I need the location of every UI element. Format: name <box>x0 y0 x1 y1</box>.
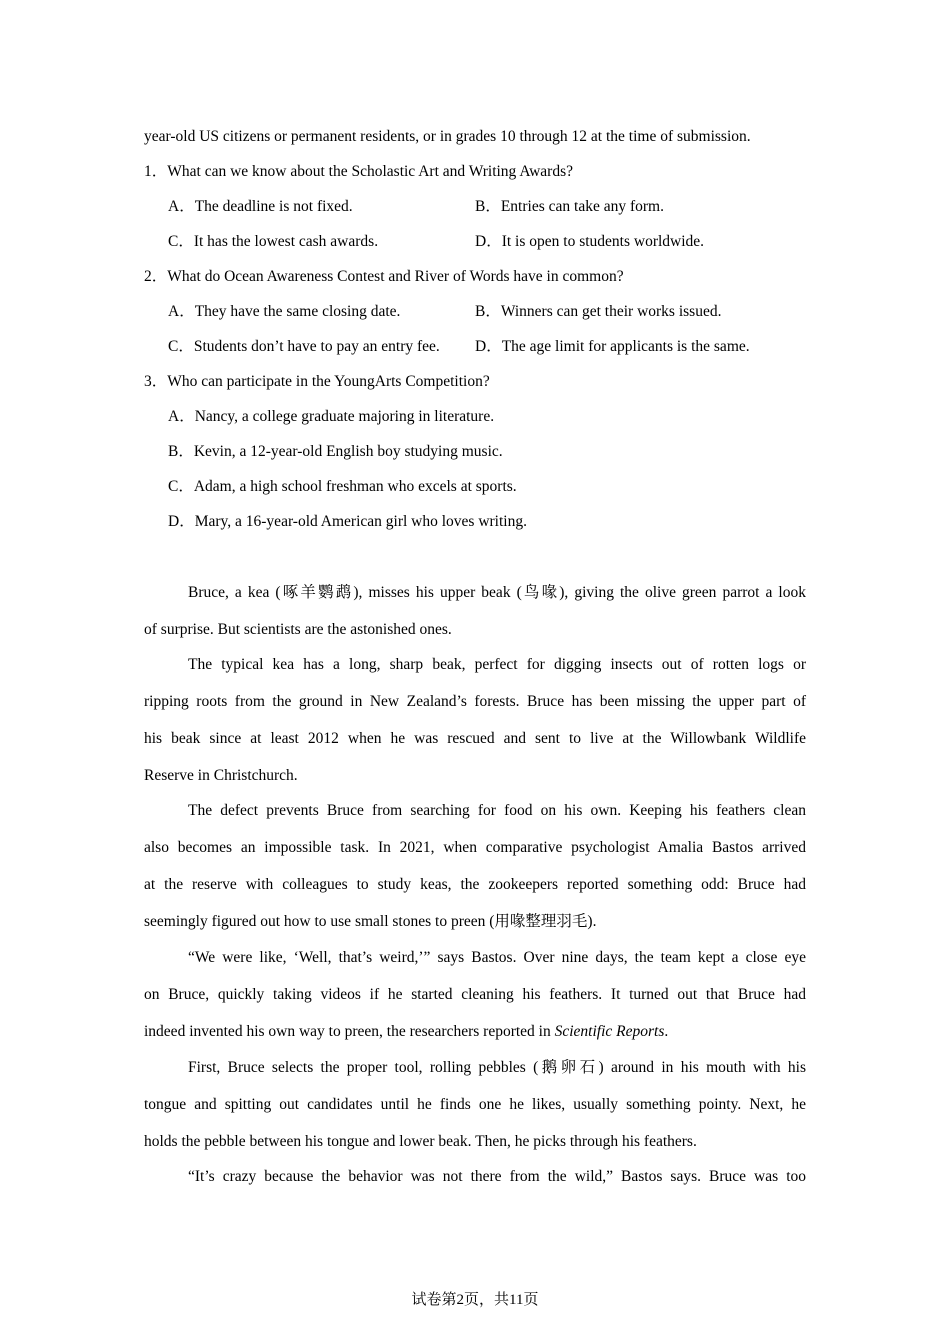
question-text: Who can participate in the YoungArts Competition? <box>167 373 490 390</box>
option-label: D． <box>475 233 502 250</box>
passage-paragraph-6 <box>144 1158 806 1195</box>
question-1 <box>144 162 573 182</box>
option-text: The deadline is not fixed. <box>194 198 353 215</box>
q1-option-a[interactable] <box>168 197 353 217</box>
paragraph-line: “It’s crazy because the behavior was not there from the wild,” Bastos says. Bruce was too <box>188 1168 806 1185</box>
paragraph-line: First, Bruce selects the proper tool, rolling pebbles (鹅卵石) around in his mouth with his <box>188 1059 806 1076</box>
journal-title: Scientific Reports <box>554 1023 665 1040</box>
option-label: C． <box>168 338 194 355</box>
paragraph-line: Bruce, a kea (啄羊鹦鹉), misses his upper beak (鸟喙), giving the olive green parrot a look <box>188 584 806 601</box>
option-text: Adam, a high school freshman who excels at sports. <box>193 478 517 495</box>
paragraph-line: indeed invented his own way to preen, the researchers reported in <box>144 1023 551 1040</box>
passage-paragraph-3 <box>144 792 806 940</box>
paragraph-line: of surprise. But scientists are the astonished ones. <box>144 621 452 638</box>
option-label: D． <box>168 513 195 530</box>
option-label: A． <box>168 198 195 215</box>
option-text: They have the same closing date. <box>194 303 401 320</box>
q1-option-d[interactable] <box>475 232 704 252</box>
q1-option-b[interactable] <box>475 197 664 217</box>
option-text: Students don’t have to pay an entry fee. <box>193 338 440 355</box>
option-text: Nancy, a college graduate majoring in literature. <box>194 408 495 425</box>
paragraph-line-with-citation <box>144 1013 806 1050</box>
page-footer: 试卷第2页，共11页 <box>411 1292 539 1308</box>
paragraph-line: at the reserve with colleagues to study keas, the zookeepers reported something odd: Bruce had <box>144 876 806 893</box>
paragraph-line: “We were like, ‘Well, that’s weird,’” says Bastos. Over nine days, the team kept a close eye <box>188 949 806 966</box>
passage-paragraph-4 <box>144 939 806 1050</box>
option-label: D． <box>475 338 502 355</box>
q2-option-d[interactable] <box>475 337 750 357</box>
q2-option-a[interactable] <box>168 302 400 322</box>
question-number: 2． <box>144 268 168 285</box>
question-number: 3． <box>144 373 168 390</box>
paragraph-line: ripping roots from the ground in New Zealand’s forests. Bruce has been missing the upper part of <box>144 693 806 710</box>
paragraph-line: also becomes an impossible task. In 2021, when comparative psychologist Amalia Bastos arrived <box>144 839 806 856</box>
option-text: Entries can take any form. <box>500 198 664 215</box>
option-text: It has the lowest cash awards. <box>193 233 379 250</box>
paragraph-line: holds the pebble between his tongue and lower beak. Then, he picks through his feathers. <box>144 1133 697 1150</box>
passage-paragraph-2 <box>144 646 806 794</box>
q2-option-c[interactable] <box>168 337 440 357</box>
option-label: C． <box>168 233 194 250</box>
paragraph-line: Reserve in Christchurch. <box>144 767 298 784</box>
question-number: 1． <box>144 163 168 180</box>
passage-paragraph-1 <box>144 574 806 648</box>
sentence-end: . <box>664 1023 669 1040</box>
passage-paragraph-5 <box>144 1049 806 1160</box>
question-2 <box>144 267 624 287</box>
paragraph-line: his beak since at least 2012 when he was rescued and sent to live at the Willowbank Wildlife <box>144 730 806 747</box>
option-label: B． <box>475 198 501 215</box>
q1-option-c[interactable] <box>168 232 378 252</box>
option-label: A． <box>168 408 195 425</box>
q3-option-b[interactable] <box>168 442 503 462</box>
option-label: C． <box>168 478 194 495</box>
intro-line: year-old US citizens or permanent residents, or in grades 10 through 12 at the time of submission. <box>144 128 751 145</box>
paragraph-line: tongue and spitting out candidates until he finds one he likes, usually something pointy. Next, he <box>144 1096 806 1113</box>
paragraph-line: The typical kea has a long, sharp beak, perfect for digging insects out of rotten logs or <box>188 656 806 673</box>
question-text: What do Ocean Awareness Contest and River of Words have in common? <box>167 268 624 285</box>
q3-option-a[interactable] <box>168 407 494 427</box>
option-label: B． <box>475 303 501 320</box>
option-label: A． <box>168 303 195 320</box>
option-text: Winners can get their works issued. <box>500 303 722 320</box>
option-text: Kevin, a 12-year-old English boy studying music. <box>193 443 503 460</box>
option-text: It is open to students worldwide. <box>501 233 705 250</box>
option-text: The age limit for applicants is the same. <box>501 338 750 355</box>
paragraph-line: seemingly figured out how to use small stones to preen (用喙整理羽毛). <box>144 913 597 930</box>
paragraph-line: on Bruce, quickly taking videos if he started cleaning his feathers. It turned out that Bruce had <box>144 986 806 1003</box>
q2-option-b[interactable] <box>475 302 721 322</box>
question-3 <box>144 372 490 392</box>
q3-option-c[interactable] <box>168 477 517 497</box>
option-label: B． <box>168 443 194 460</box>
q3-option-d[interactable] <box>168 512 527 532</box>
question-text: What can we know about the Scholastic Art and Writing Awards? <box>167 163 573 180</box>
option-text: Mary, a 16-year-old American girl who loves writing. <box>194 513 527 530</box>
paragraph-line: The defect prevents Bruce from searching for food on his own. Keeping his feathers clean <box>188 802 806 819</box>
